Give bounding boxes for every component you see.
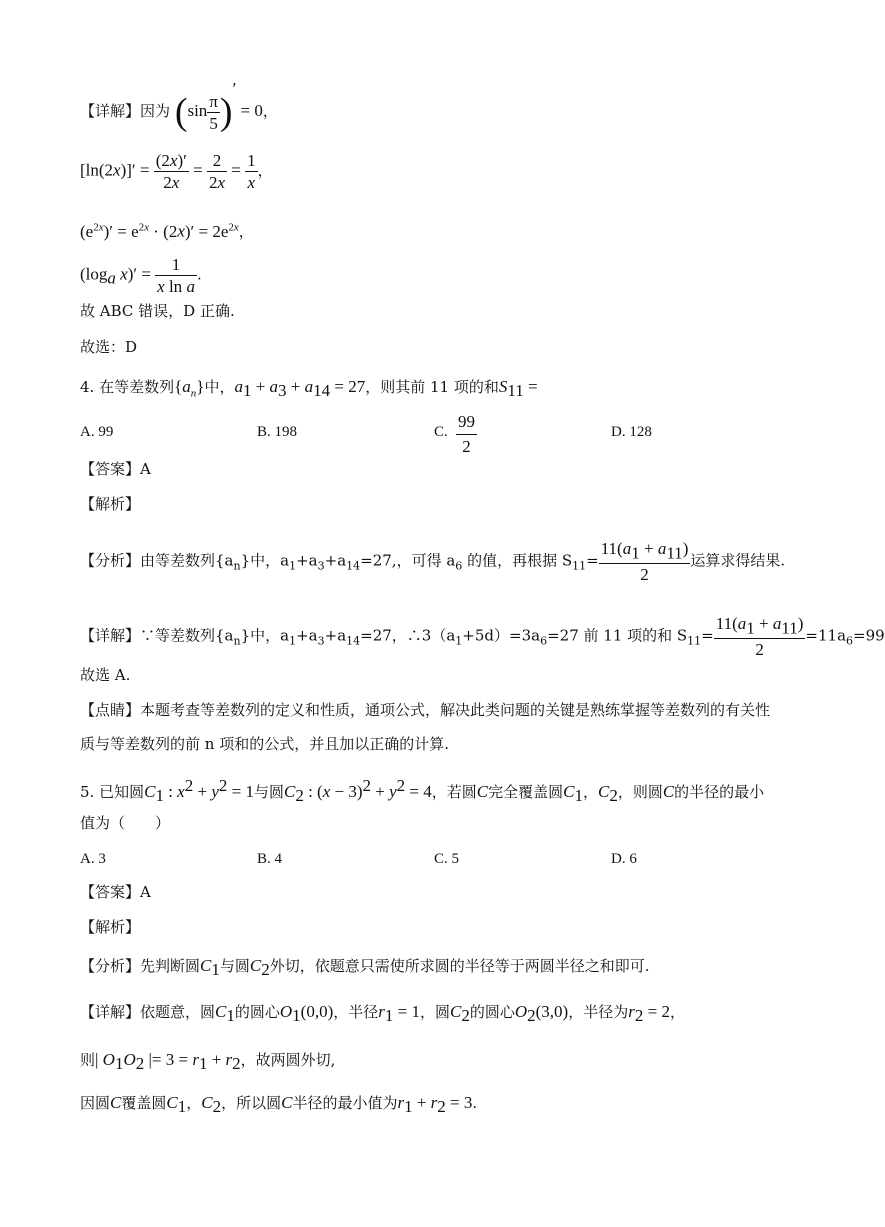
detail-text: ∵等差数列{a	[140, 626, 234, 645]
analysis-label: 【分析】	[80, 551, 141, 570]
detail-label: 【详解】	[80, 1003, 141, 1021]
q5-option-b: B. 4	[257, 851, 283, 867]
q5-analysis: 【分析】先判断圆$C_1$与圆$C_2$外切，依题意只需使所求圆的半径等于两圆半径之和即可.	[80, 956, 650, 979]
formula-fraction: $\frac{\pi}{5}$	[209, 91, 218, 133]
q5-stem-2: 值为（ ）	[80, 814, 171, 832]
comment-label: 【点睛】	[80, 701, 141, 719]
answer-q3: 故选：D	[80, 338, 138, 356]
q4-choose: 故选 A.	[80, 666, 131, 684]
analysis-text: }中，a	[240, 551, 290, 570]
formula-paren: (	[174, 91, 188, 133]
q5-stem-text: 的半径的最小	[674, 783, 765, 801]
conclusion-q3: 故 ABC 错误，D 正确.	[80, 302, 235, 320]
q4-comment-2: 质与等差数列的前 n 项和的公式，并且加以正确的计算.	[80, 735, 449, 753]
detail-text: 的圆心	[469, 1003, 515, 1021]
q4-detail: 【详解】∵等差数列$\{a_n\}$中，$a_1+a_3+a_{14}=27$，$\therefore 3(a_1+5d)=3a_6=27$ 前 11 项的和 $S_{11}=$ $\frac{11(a_1 + a_{11})}{2}$ $=11a_6=99$	[80, 614, 885, 660]
analysis-text: 的值，再根据 S	[467, 551, 573, 570]
q5-answer: 【答案】A	[80, 883, 151, 901]
sum-fraction: $\frac{11(a_1 + a_{11})}{2}$	[715, 614, 804, 660]
detail-text: =11a	[805, 626, 847, 645]
detail-text: ，半径	[333, 1003, 379, 1021]
q5-option-c: C. 5	[434, 851, 460, 867]
detail-text: ，半径为	[568, 1003, 629, 1021]
q5-stem-text: 完全覆盖圆	[488, 783, 564, 801]
q5-stem-text: 5. 已知圆	[80, 783, 145, 801]
detail-text: 的圆心	[234, 1003, 280, 1021]
q5-option-a: A. 3	[80, 851, 106, 867]
q4-stem-text: 中，	[204, 378, 235, 396]
q5-option-d: D. 6	[611, 851, 637, 867]
detail-text: 半径的最小值为	[292, 1094, 398, 1112]
detail-text: ，所以圆	[221, 1094, 282, 1112]
detail-text: ，圆	[419, 1003, 450, 1021]
punct: .	[196, 265, 202, 284]
detail-text: }中，a	[240, 626, 290, 645]
q4-option-a: A. 99	[80, 424, 114, 440]
q4-option-c: C.	[434, 424, 448, 440]
detail-text: =27 前 11 项的和 S	[547, 626, 688, 645]
sin-derivative-line: 【详解】因为 (sin $\frac{\pi}{5}$ )′ = 0，	[80, 79, 278, 133]
detail-text: =27，∴3（a	[360, 626, 456, 645]
detail-label: 【详解】	[80, 102, 141, 120]
comment-text: 本题考查等差数列的定义和性质，通项公式，解决此类问题的关键是熟练掌握等差数列的有关性	[140, 701, 771, 719]
detail-text: +5d）=3a	[462, 626, 541, 645]
detail-text: =99	[853, 626, 885, 645]
analysis-text: 外切，依题意只需使所求圆的半径等于两圆半径之和即可.	[269, 957, 650, 975]
q5-detail: 【详解】依题意，圆$C_1$的圆心$O_1(0,0)$，半径$r_1 = 1$，圆$C_2$的圆心$O_2(3,0)$，半径为$r_2 = 2$，	[80, 1002, 685, 1025]
detail-text: 因圆	[80, 1094, 111, 1112]
analysis-text: 先判断圆	[140, 957, 201, 975]
analysis-text: 运算求得结果.	[690, 551, 786, 570]
formula-fraction: $\frac{(2x)'}{2x}$	[155, 151, 187, 192]
q5-jiexi: 【解析】	[80, 918, 141, 936]
detail-label: 【详解】	[80, 626, 141, 645]
formula-fraction: $\frac{1}{\text{x ln a}}$	[157, 255, 195, 296]
q4-jiexi: 【解析】	[80, 495, 141, 513]
detail-text: 依题意，圆	[140, 1003, 216, 1021]
detail-text: ，	[186, 1094, 202, 1112]
q5-stem-text: ，若圆	[431, 783, 477, 801]
q5-conclusion-line: 因圆C覆盖圆$C_1$，$C_2$，所以圆C半径的最小值为$r_1 + r_2 = 3$.	[80, 1093, 478, 1116]
detail-text: 则	[80, 1051, 96, 1069]
analysis-label: 【分析】	[80, 957, 141, 975]
analysis-text: 与圆	[219, 957, 250, 975]
q5-stem-text: ，	[582, 783, 598, 801]
detail-text: 覆盖圆	[121, 1094, 167, 1112]
q4-stem-text: ，则其前 11 项的和	[365, 378, 499, 396]
formula-paren: )	[219, 91, 233, 133]
analysis-text: 由等差数列{a	[140, 551, 234, 570]
q4-comment-1	[80, 703, 770, 718]
detail-text: .	[472, 1094, 478, 1112]
q4-option-b: B. 198	[257, 424, 298, 440]
q4-option-c-fraction: $\frac{99}{2}$	[458, 412, 475, 456]
log-derivative-line: ($\log_a$ x)′ = $\frac{1}{\text{x ln a}}$ .	[80, 255, 202, 296]
formula-fraction: $\frac{2}{2x}$	[208, 151, 225, 192]
q5-stem: 5. 已知圆$C_1$ : $x^2 + y^2 = 1$与圆$C_2$ : $(x - 3)^2 + y^2 = 4$，若圆C完全覆盖圆$C_1$，$C_2$，则圆C的半径的最小	[80, 776, 765, 805]
detail-text: ，	[669, 1003, 685, 1021]
q5-stem-text: ，则圆	[617, 783, 663, 801]
punct: ，	[238, 222, 254, 241]
sum-fraction: $\frac{11(a_1 + a_{11})}{2}$	[600, 539, 689, 585]
punct: ，	[262, 102, 278, 120]
q4-option-d: D. 128	[611, 424, 652, 440]
punct: ，	[257, 161, 273, 180]
because-text: 因为	[140, 102, 171, 120]
detail-text: ，故两圆外切,	[240, 1051, 336, 1069]
formula-fraction: $\frac{1}{x}$	[247, 151, 256, 192]
q4-stem-text: 4. 在等差数列	[80, 378, 175, 396]
ln-derivative-line: [ln(2x)]′ = $\frac{(2x)'}{2x}$ = $\frac{2}{2x}$ = $\frac{1}{x}$ ，	[80, 151, 273, 192]
q5-stem-text: 与圆	[253, 783, 284, 801]
q4-answer: 【答案】A	[80, 460, 151, 478]
q4-stem: 4. 在等差数列$\{a_n\}$中，$a_1 + a_3 + a_{14} = 27$，则其前 11 项的和$S_{11}$ =	[80, 377, 538, 400]
q4-analysis: 【分析】由等差数列$\{a_n\}$中，$a_1+a_3+a_{14}=27$,，可得 $a_6$ 的值，再根据 $S_{11}=$ $\frac{11(a_1 + a_{11})}{2}$ 运算求得结果.	[80, 539, 786, 585]
q5-tangent-line: 则| $O_1O_2$ |= $3 = r_1 + r_2$，故两圆外切,	[80, 1050, 336, 1073]
analysis-text: =27,，可得 a	[360, 551, 456, 570]
exp-derivative-line: $(e^{2x})' = e^{2x} \cdot (2x)' = 2e^{2x}$，	[80, 221, 254, 241]
